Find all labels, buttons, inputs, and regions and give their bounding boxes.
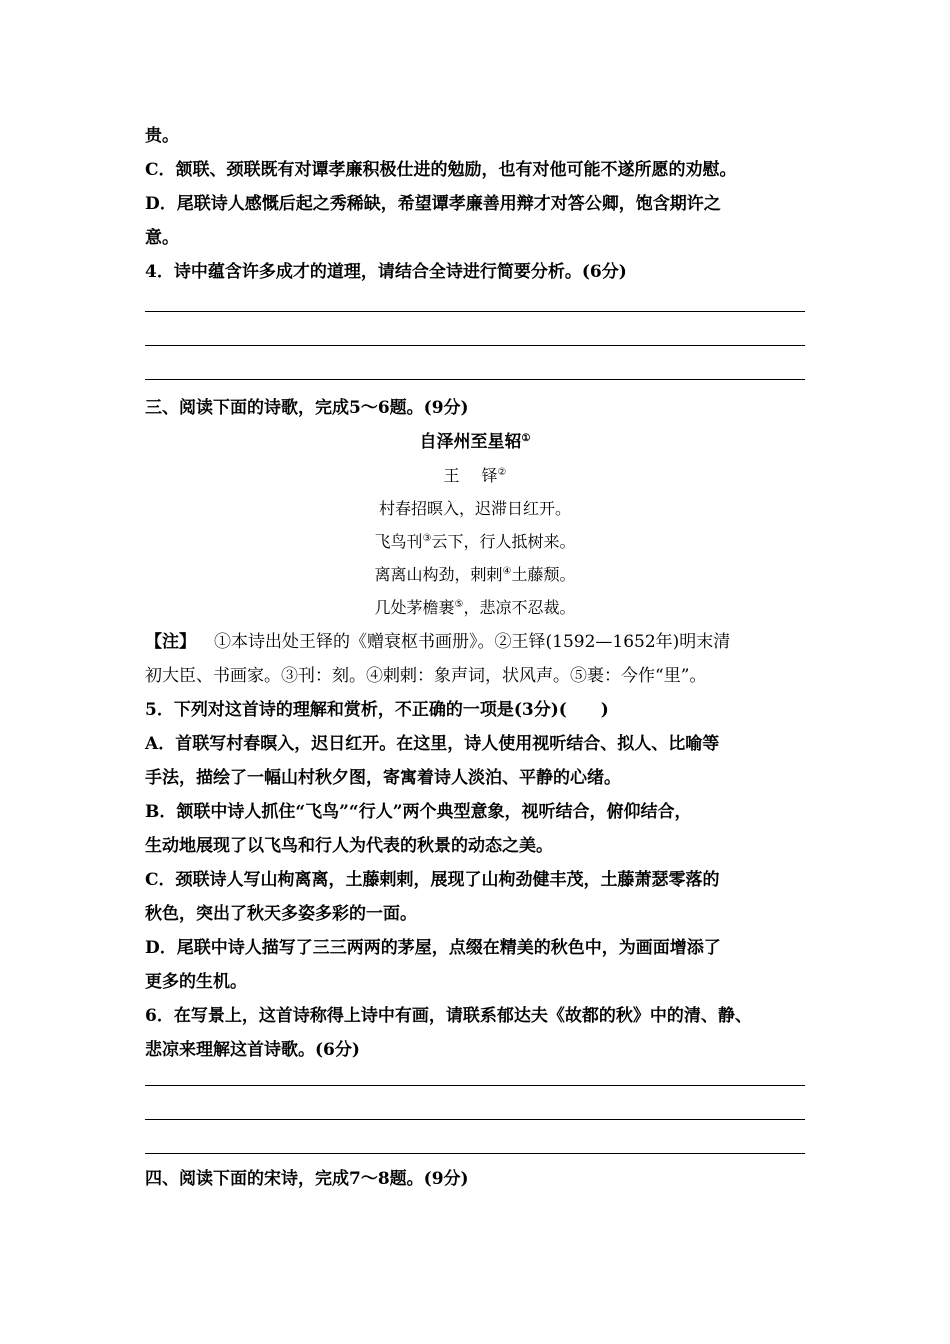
- footnote-marker: ⑤: [454, 599, 464, 610]
- verse-text: 飞鸟刊: [374, 532, 423, 551]
- answer-line: [145, 379, 805, 380]
- footnote-marker: ③: [422, 533, 432, 544]
- option-b-line1: B．颔联中诗人抓住“飞鸟”“行人”两个典型意象，视听结合，俯仰结合，: [145, 802, 692, 822]
- poem-verse-4: [0, 596, 950, 620]
- section-3-heading: 三、阅读下面的诗歌，完成5～6题。(9分): [145, 398, 469, 418]
- option-a-line1: A．首联写村春暝入，迟日红开。在这里，诗人使用视听结合、拟人、比喻等: [145, 734, 720, 754]
- poem-author: [0, 464, 950, 488]
- verse-text: 云下，行人抵树来。: [431, 532, 576, 551]
- option-c-line2: 秋色，突出了秋天多姿多彩的一面。: [145, 904, 417, 924]
- option-b-line2: 生动地展现了以飞鸟和行人为代表的秋景的动态之美。: [145, 836, 553, 856]
- poem-title: [0, 430, 950, 454]
- author-surname: 王: [443, 466, 460, 485]
- answer-line: [145, 1119, 805, 1120]
- notes-line-2: 初大臣、书画家。③刊：刻。④剌剌：象声词，状风声。⑤裹：今作“里”。: [145, 666, 707, 686]
- question-5: 5．下列对这首诗的理解和赏析，不正确的一项是(3分)( ): [145, 700, 609, 720]
- option-d-line2: 更多的生机。: [145, 972, 247, 992]
- notes-line-1: [145, 630, 825, 654]
- note-text: ①本诗出处王铎的《赠衰枢书画册》。②王铎(1592—1652年)明末清: [214, 632, 731, 652]
- answer-line: [145, 311, 805, 312]
- option-c: C．颔联、颈联既有对谭孝廉积极仕进的勉励，也有对他可能不遂所愿的劝慰。: [145, 160, 737, 180]
- footnote-marker: ②: [497, 467, 507, 478]
- option-a-line2: 手法，描绘了一幅山村秋夕图，寄寓着诗人淡泊、平静的心绪。: [145, 768, 621, 788]
- section-4-heading: 四、阅读下面的宋诗，完成7～8题。(9分): [145, 1169, 469, 1189]
- verse-text: ，悲凉不忍裁。: [463, 598, 576, 617]
- option-d-line1: D．尾联诗人感慨后起之秀稀缺，希望谭孝廉善用辩才对答公卿，饱含期许之: [145, 194, 721, 214]
- option-c-line1: C．颈联诗人写山枸离离，土藤剌剌，展现了山枸劲健丰茂，土藤萧瑟零落的: [145, 870, 720, 890]
- author-given-name: 铎: [481, 466, 498, 485]
- verse-text: 离离山构劲，剌剌: [374, 565, 503, 584]
- note-label: 【注】: [145, 632, 196, 652]
- poem-verse-3: [0, 563, 950, 587]
- poem-verse-2: [0, 530, 950, 554]
- answer-line: [145, 345, 805, 346]
- question-6-line1: 6．在写景上，这首诗称得上诗中有画，请联系郁达夫《故都的秋》中的清、静、: [145, 1006, 752, 1026]
- answer-line: [145, 1085, 805, 1086]
- footnote-marker: ④: [502, 566, 512, 577]
- option-b-continuation: 贵。: [145, 126, 179, 146]
- question-4: 4．诗中蕴含许多成才的道理，请结合全诗进行简要分析。(6分): [145, 262, 627, 282]
- verse-text: 几处茅檐裹: [374, 598, 455, 617]
- poem-title-text: 自泽州至星轺: [419, 432, 522, 452]
- footnote-marker: ①: [521, 433, 531, 444]
- answer-line: [145, 1153, 805, 1154]
- poem-verse-1: 村春招暝入，迟滞日红开。: [378, 499, 571, 518]
- option-d-line1: D．尾联中诗人描写了三三两两的茅屋，点缀在精美的秋色中，为画面增添了: [145, 938, 721, 958]
- verse-text: 土藤颓。: [511, 565, 576, 584]
- option-d-line2: 意。: [145, 228, 179, 248]
- question-6-line2: 悲凉来理解这首诗歌。(6分): [145, 1040, 360, 1060]
